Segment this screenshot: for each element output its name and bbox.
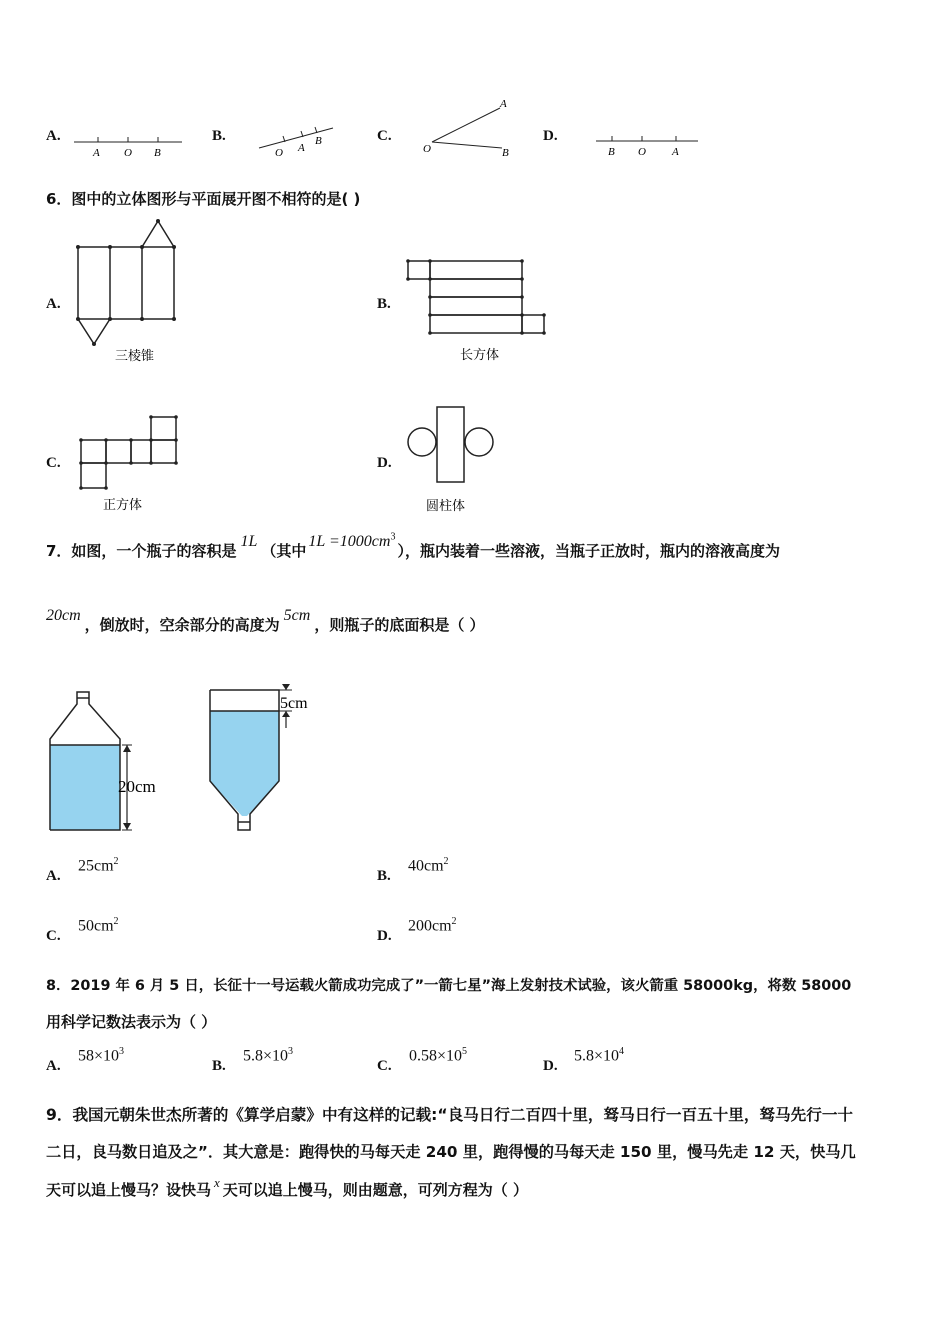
q6-option-c-figure xyxy=(73,412,183,516)
q5-option-b-figure xyxy=(255,122,340,160)
q7-option-a-label: A. xyxy=(46,868,61,884)
q5-b-point-a: A xyxy=(298,142,305,154)
q6-option-c-label: C. xyxy=(46,455,61,471)
q7-option-a-value: $25cm^2$ xyxy=(78,856,119,875)
q5-option-a-label: A. xyxy=(46,128,61,144)
q9-stem-line1: 9．我国元朝朱世杰所著的《算学启蒙》中有这样的记载:“良马日行二百四十里，驽马日行一百五十里，驽马先行一十 xyxy=(46,1106,854,1124)
q5-option-d-figure xyxy=(592,128,702,160)
q6-option-b-label: B. xyxy=(377,296,391,312)
q7-option-d-label: D. xyxy=(377,928,392,944)
q5-option-b-label: B. xyxy=(212,128,226,144)
q7-stem-line2 xyxy=(46,607,485,635)
q6-c-caption: 正方体 xyxy=(103,498,143,513)
q5-option-d-label: D. xyxy=(543,128,558,144)
q7-stem-part1: 7．如图，一个瓶子的容积是 xyxy=(46,542,237,560)
q9-stem-line3a: 天可以追上慢马？设快马 xyxy=(46,1181,212,1199)
q6-option-d-label: D. xyxy=(377,455,392,471)
q6-stem: 6．图中的立体图形与平面展开图不相符的是( ) xyxy=(46,190,361,208)
q8-stem-line1: 8．2019 年 6 月 5 日，长征十一号运载火箭成功完成了”一箭七星”海上发射技术试验，该火箭重 58000kg，将数 58000 xyxy=(46,978,852,994)
q8-stem-line2: 用科学记数法表示为（ ） xyxy=(46,1013,217,1031)
q7-height-upright: 20cm xyxy=(46,607,81,624)
q7-label-5cm: 5cm xyxy=(280,695,308,712)
q7-equation: $1L =1000cm^3$ xyxy=(308,531,396,550)
q5-b-point-b: B xyxy=(315,135,322,147)
q5-option-c-figure xyxy=(420,96,520,160)
q7-option-c-label: C. xyxy=(46,928,61,944)
q8-option-b-label: B. xyxy=(212,1058,226,1074)
q5-a-point-b: B xyxy=(154,147,161,159)
q7-option-c-value: $50cm^2$ xyxy=(78,916,119,935)
q8-option-a-value: $58\times 10^3$ xyxy=(78,1046,125,1065)
q7-bottle-upright xyxy=(50,692,156,830)
q5-d-point-b: B xyxy=(608,146,615,158)
q8-option-d-value: $5.8\times 10^4$ xyxy=(574,1046,625,1065)
q6-option-b-figure xyxy=(404,256,550,366)
q6-d-caption: 圆柱体 xyxy=(426,499,466,514)
q7-stem-line1 xyxy=(46,531,780,561)
q9-stem-line2: 二日，良马数日追及之”．其大意是：跑得快的马每天走 240 里，跑得慢的马每天走 150 里，慢马先走 12 天，快马几 xyxy=(46,1143,856,1161)
q7-option-b-value: $40cm^2$ xyxy=(408,856,449,875)
q7-stem-part2: （其中 xyxy=(261,542,307,560)
q5-d-point-a: A xyxy=(672,146,679,158)
q5-option-c-label: C. xyxy=(377,128,392,144)
q8-option-d-label: D. xyxy=(543,1058,558,1074)
q5-c-point-a: A xyxy=(500,98,507,110)
q6-option-a-label: A. xyxy=(46,296,61,312)
q6-a-caption: 三棱锥 xyxy=(115,349,155,364)
q9-variable: x xyxy=(214,1175,220,1190)
q5-c-point-b: B xyxy=(502,147,509,159)
q6-option-d-figure xyxy=(404,400,500,516)
q7-empty-height: 5cm xyxy=(283,607,311,624)
q9-stem-line3 xyxy=(46,1175,529,1200)
q7-volume: 1L xyxy=(240,533,258,550)
q8-option-a-label: A. xyxy=(46,1058,61,1074)
q7-stem-part3: ），瓶内装着一些溶液，当瓶子正放时，瓶内的溶液高度为 xyxy=(397,542,780,560)
q5-b-point-o: O xyxy=(275,147,283,159)
q8-option-c-label: C. xyxy=(377,1058,392,1074)
q6-b-caption: 长方体 xyxy=(460,348,500,363)
q7-stem-part5: ，则瓶子的底面积是（ ） xyxy=(314,616,485,634)
q7-option-d-value: $200cm^2$ xyxy=(408,916,457,935)
q7-option-b-label: B. xyxy=(377,868,391,884)
q8-option-b-value: $5.8\times 10^3$ xyxy=(243,1046,294,1065)
q5-c-point-o: O xyxy=(423,143,431,155)
q7-bottle-figure xyxy=(40,684,330,836)
q8-option-c-value: $0.58\times 10^5$ xyxy=(409,1046,468,1065)
q6-option-a-figure xyxy=(73,216,181,366)
q5-d-point-o: O xyxy=(638,146,646,158)
q7-label-20cm: 20cm xyxy=(118,777,156,796)
q5-option-a-figure xyxy=(70,128,185,160)
q7-bottle-inverted xyxy=(210,684,308,830)
q5-a-point-a: A xyxy=(93,147,100,159)
q5-a-point-o: O xyxy=(124,147,132,159)
q9-stem-line3b: 天可以追上慢马，则由题意，可列方程为（ ） xyxy=(222,1181,529,1199)
q7-stem-part4: ，倒放时，空余部分的高度为 xyxy=(84,616,280,634)
